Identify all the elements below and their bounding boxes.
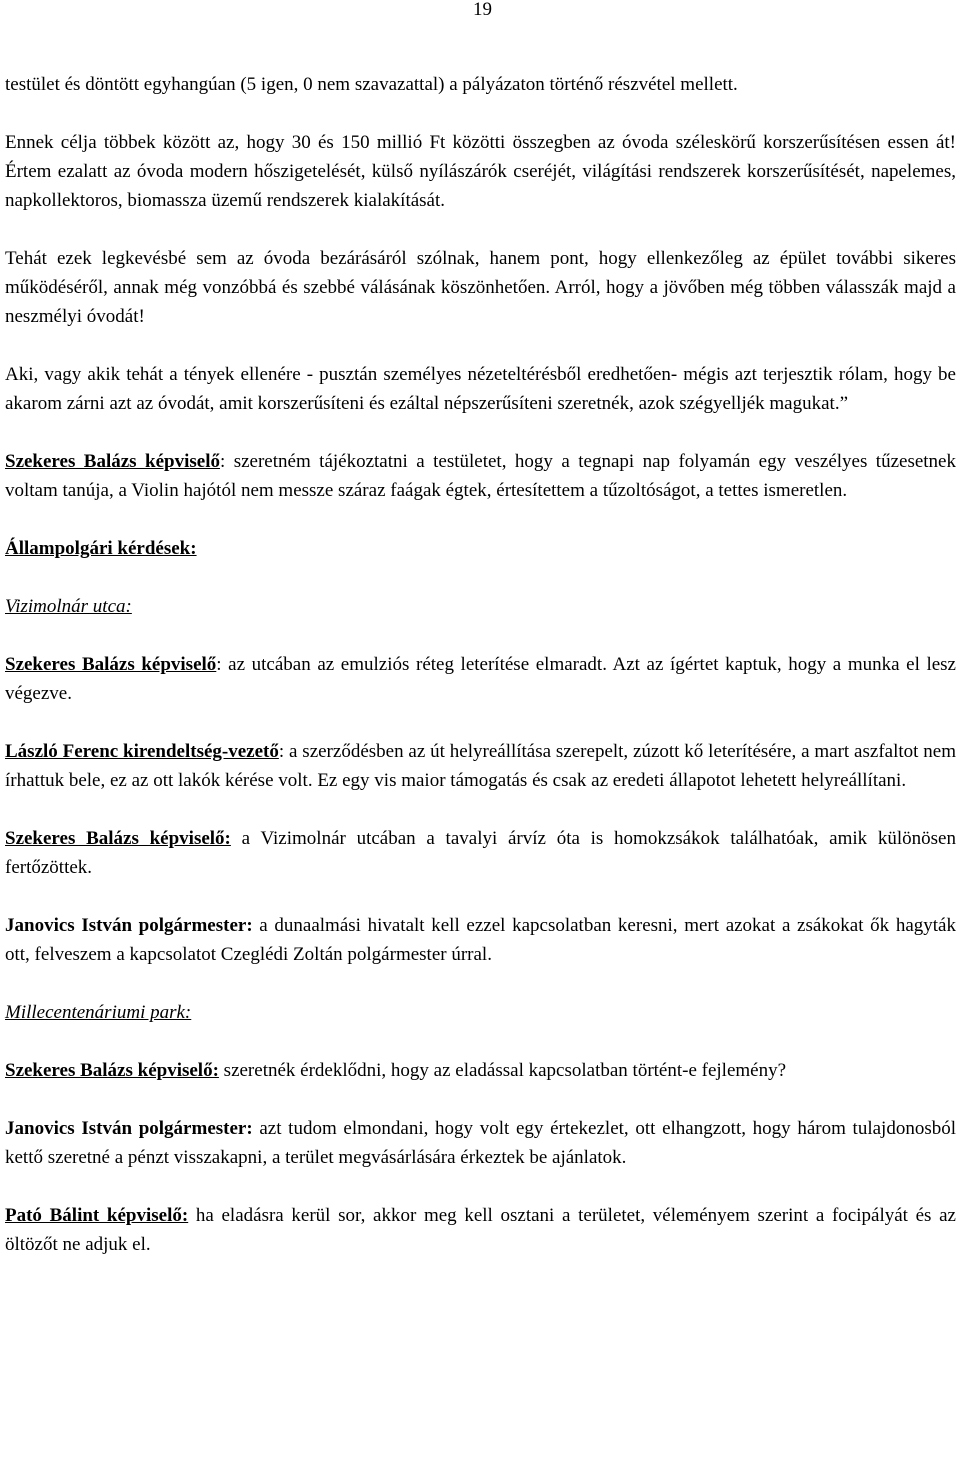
speaker-name: Szekeres Balázs képviselő [5,654,217,675]
speaker-name: Szekeres Balázs képviselő [5,451,220,472]
page-number: 19 [473,0,492,20]
speaker-paragraph [5,447,956,505]
speaker-name: László Ferenc kirendeltség-vezető [5,741,279,762]
speaker-text: : szeretném tájékoztatni a testületet, hogy a tegnapi nap folyamán egy veszélyes tűzesetnek voltam tanúja, a Violin hajótól nem messze száraz faágak égtek, értesítettem a tűzoltóságot, a tettes ismeretlen. [5,451,956,501]
speaker-name: Szekeres Balázs képviselő: [5,1060,219,1081]
speaker-text: a Vizimolnár utcában a tavalyi árvíz óta is homokzsákok találhatóak, amik különösen fertőzöttek. [5,828,956,878]
speaker-text: : a szerződésben az út helyreállítása szerepelt, zúzott kő leterítésére, a mart aszfaltot nem írhattuk bele, ez az ott lakók kérése volt. Ez egy vis maior támogatás és csak az eredeti állapotot lehetett helyreállítani. [5,741,956,791]
speaker-text: azt tudom elmondani, hogy volt egy értekezlet, ott elhangzott, hogy három tulajdonosból kettő szeretné a pénzt visszakapni, a terület megvásárlására érkeztek be ajánlatok. [5,1118,956,1168]
speaker-paragraph [5,1201,956,1259]
speaker-name: Janovics István polgármester: [5,915,253,936]
speaker-paragraph [5,1114,956,1172]
speaker-paragraph [5,1056,956,1085]
subheading: Millecentenáriumi park: [5,1002,192,1023]
paragraph: Aki, vagy akik tehát a tények ellenére - pusztán személyes nézeteltérésből eredhetően- mégis azt terjesztik rólam, hogy be akarom zárni azt az óvodát, amit korszerűsíteni és ezáltal népszerűsíteni szeretnék, azok szégyelljék magukat.” [5,364,956,414]
speaker-text: : az utcában az emulziós réteg leterítése elmaradt. Azt az ígértet kaptuk, hogy a munka el lesz végezve. [5,654,956,704]
speaker-paragraph [5,650,956,708]
document-body [5,70,956,1288]
speaker-paragraph [5,737,956,795]
speaker-text: ha eladásra kerül sor, akkor meg kell osztani a területet, véleményem szerint a focipályát és az öltözőt ne adjuk el. [5,1205,956,1255]
speaker-name: Pató Bálint képviselő: [5,1205,189,1226]
speaker-text: a dunaalmási hivatalt kell ezzel kapcsolatban keresni, mert azokat a zsákokat ők hagyták ott, felveszem a kapcsolatot Czeglédi Zoltán polgármester úrral. [5,915,956,965]
speaker-paragraph [5,911,956,969]
speaker-name: Janovics István polgármester: [5,1118,253,1139]
paragraph: Tehát ezek legkevésbé sem az óvoda bezárásáról szólnak, hanem pont, hogy ellenkezőleg az épület további sikeres működéséről, annak még vonzóbbá és szebbé válásának köszönhetően. Arról, hogy a jövőben még többen válasszák majd a neszmélyi óvodát! [5,248,956,327]
subheading: Vizimolnár utca: [5,596,132,617]
paragraph: Ennek célja többek között az, hogy 30 és 150 millió Ft közötti összegben az óvoda széleskörű korszerűsítésen essen át! Értem ezalatt az óvoda modern hőszigetelését, külső nyílászárók cseréjét, világítási rendszerek korszerűsítését, napelemes, napkollektoros, biomassza üzemű rendszerek kialakítását. [5,132,956,211]
section-heading: Állampolgári kérdések: [5,538,197,559]
speaker-text: szeretnék érdeklődni, hogy az eladással kapcsolatban történt-e fejlemény? [218,1060,787,1081]
paragraph: testület és döntött egyhangúan (5 igen, 0 nem szavazattal) a pályázaton történő részvétel mellett. [5,74,738,95]
speaker-name: Szekeres Balázs képviselő: [5,828,231,849]
speaker-paragraph [5,824,956,882]
